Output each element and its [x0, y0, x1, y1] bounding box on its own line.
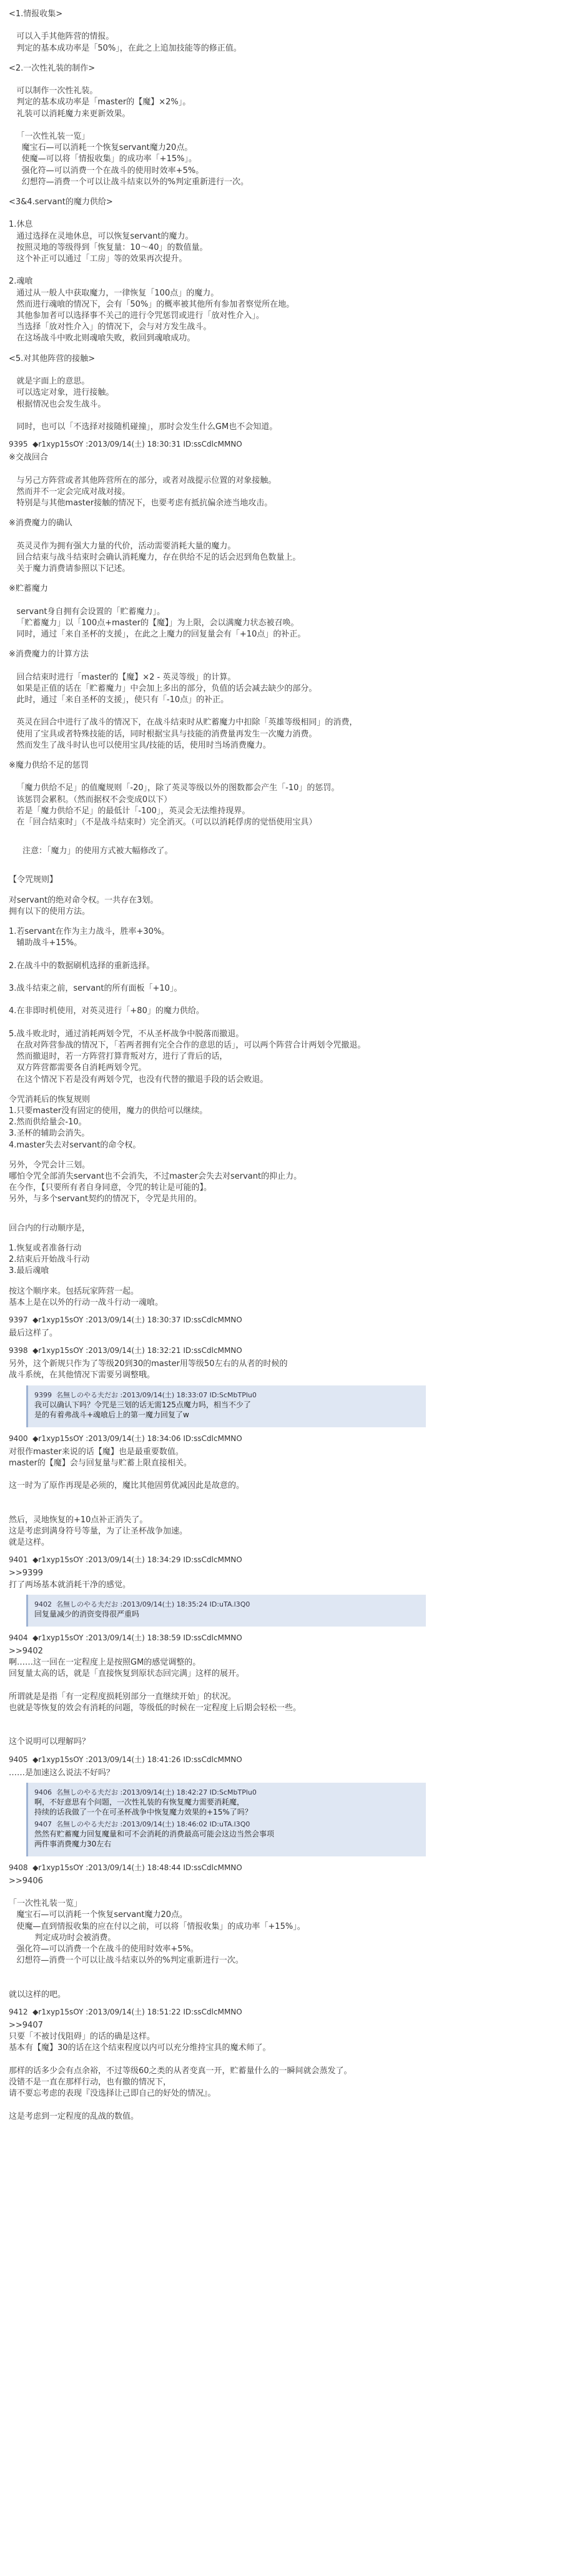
quoted-header-9402: 9402 名無しのやる夫だお :2013/09/14(土) 18:35:24 ID:uTA.l3Q0: [34, 1600, 250, 1608]
post-body-9395-mana-check: ※消费魔力的确认 英灵灵作为拥有强大力量的代价，活动需要消耗大量的魔力。 回合结束与战斗结束时会确认消耗魔力，存在供给不足的话会迟到角色数量上。 关于魔力消费请参照以下记述。: [9, 518, 301, 573]
post-header-9397: 9397 ◆r1xyp15sOY :2013/09/14(土) 18:30:37 ID:ssCdlcMMNO: [9, 1315, 242, 1324]
post-header-9401: 9401 ◆r1xyp15sOY :2013/09/14(土) 18:34:29 ID:ssCdlcMMNO: [9, 1555, 242, 1565]
post-header-9404: 9404 ◆r1xyp15sOY :2013/09/14(土) 18:38:59 ID:ssCdlcMMNO: [9, 1633, 242, 1642]
post-header-9412: 9412 ◆r1xyp15sOY :2013/09/14(土) 18:51:22 ID:ssCdlcMMNO: [9, 2008, 242, 2017]
command-spell-note: 另外，令咒会计三划。 哪怕令咒全部消失servant也不会消失，不过master会失去对servant的抑止力。 在今作，【只要所有者自身同意，令咒的转让是可能的】。 另外，与多个servant契约的情况下，令咒是共用的。: [9, 1160, 302, 1204]
post-body-9408: >>9406 「一次性礼装一览」 魔宝石—可以消耗一个恢复servant魔力20点。 使魔—直到情报收集的应在付以之前，可以将「情报收集」的成功率「+15%」。 判定成功时会被消费。 强化符—可以消费一个在战斗的使用时效率+5%。 幻想符—消费一个可以让战斗结束以外的%判定重新进行一次。 就以这样的吧。: [9, 1876, 305, 1999]
post-header-9400: 9400 ◆r1xyp15sOY :2013/09/14(土) 18:34:06 ID:ssCdlcMMNO: [9, 1434, 242, 1443]
command-spell-intro: 对servant的绝对命令权。一共存在3划。 拥有以下的使用方法。: [9, 895, 159, 916]
quoted-post-9402: [26, 1595, 426, 1627]
section-contact: <5.对其他阵营的接触> 就是字面上的意思。 可以选定对象，进行接触。 根据情况也会发生战斗。 同时，也可以「不选择对接随机碰撞」，那时会发生什么GM也不会知道。: [9, 354, 278, 432]
post-header-9405: 9405 ◆r1xyp15sOY :2013/09/14(土) 18:41:26 ID:ssCdlcMMNO: [9, 1755, 242, 1764]
post-header-9408: 9408 ◆r1xyp15sOY :2013/09/14(土) 18:48:44 ID:ssCdlcMMNO: [9, 1863, 242, 1872]
post-note-9395: 注意：「魔力」的使用方式被大幅修改了。: [22, 846, 173, 856]
quoted-header-9406: 9406 名無しのやる夫だお :2013/09/14(土) 18:42:27 ID:ScMbTPlu0: [34, 1788, 257, 1796]
post-body-9405: ……是加速这么说法不好吗？: [9, 1768, 115, 1778]
post-body-9401: >>9399 打了两场基本就消耗干净的感觉。: [9, 1568, 131, 1590]
post-body-9395-penalty: ※魔力供给不足的惩罚 「魔力供给不足」的值魔规则「-20」，除了英灵等级以外的图数都会产生「-10」的惩罚。 该惩罚会累积。（然而据权不会变成0以下） 若是「魔力供给不足」的最低计「-100」，英灵会无法维持现界。 在「回合结束时」（不是战斗结束时）完全消灭。（可以以消耗俘虏的觉悟使用宝具）: [9, 760, 340, 827]
post-header-9395: 9395 ◆r1xyp15sOY :2013/09/14(土) 18:30:31 ID:ssCdlcMMNO: [9, 440, 242, 449]
quoted-body-9402: 回复量减少的消资变得很严重吗: [34, 1609, 140, 1618]
quoted-header-9399: 9399 名無しのやる夫だお :2013/09/14(土) 18:33:07 ID:ScMbTPlu0: [34, 1390, 257, 1399]
turn-order-list: 1.恢复或者准备行动 2.结束后开始战斗行动 3.最后魂喰: [9, 1243, 90, 1276]
section-craft: <2.一次性礼装的制作> 可以制作一次性礼装。 判定的基本成功率是「master的【魔】×2%」。 礼装可以消耗魔力来更新效果。 「一次性礼装一览」 魔宝石—可以消耗一个恢复servant魔力20点。 使魔—可以将「情报收集」的成功率「+15%」。 强化符—可以消费一个在战斗的使用时效率+5%。 幻想符—消费一个可以让战斗结束以外的%判定重新进行一次。: [9, 63, 249, 187]
quoted-posts-9406-9407: [26, 1783, 426, 1856]
command-spell-recovery: 令咒消耗后的恢复规则 1.只要master没有固定的使用，魔力的供给可以继续。 2.然而供给量会-10。 3.圣杯的辅助会消失。 4.master失去对servant的命令权。: [9, 1094, 208, 1150]
section-mana-supply: <3&4.servant的魔力供给> 1.休息 通过选择在灵地休息，可以恢复servant的魔力。 按照灵地的等级得到「恢复量：10～40」的数值量。 这个补正可以通过「工房」等的效果再次提升。 2.魂喰 通过从一般人中获取魔力，一律恢复「100点」的魔力。 然而进行魂喰的情况下，会有「50%」的概率被其他所有参加者察觉所在地。 其他参加者可以选择事不关己的进行令咒惩罚或进行「放对性介入」。 当选择「放对性介入」的情况下，会与对方发生战斗。 在这场战斗中败北则魂喰失败，救回到魂喰成功。: [9, 197, 295, 344]
quoted-header-9407: 9407 名無しのやる夫だお :2013/09/14(土) 18:46:02 ID:uTA.l3Q0: [34, 1820, 250, 1828]
post-body-9404: >>9402 啊……这一回在一定程度上是按照GM的感觉调整的。 回复量太高的话，就是「直接恢复到原状态回完满」这样的展开。 所谓就是是指「有一定程度损耗别部分一直继续开始」的状况。 也就是等恢复的效会有消耗的问题，等级低的时候在一定程度上后期会轻松一些。 这个说明可以理解吗？: [9, 1646, 302, 1747]
post-body-9412: >>9407 只要「不被讨伐阻碍」的话的确是这样。 基本有【魔】30的话在这个结束程度以内可以充分维持宝具的魔术师了。 那样的话多少会有点余裕，不过等级60之类的从者变真一开，贮蓄量什么的一瞬间就会蒸发了。 没错不是一直在那样行动，也有撤的情况下， 请不要忘考虑的表现『没选择让己即自己的好处的情况』。 这是考虑到一定程度的乱战的数值。: [9, 2021, 352, 2121]
quoted-body-9406: 啊，不好意思有个问题，一次性礼装的有恢复魔力需要消耗魔， 持续的话我做了一个在可圣杯战争中恢复魔力效果的+15%了吗？: [34, 1797, 252, 1816]
quoted-body-9407: 然然有贮蓄魔力回复魔量和可不会消耗的消费最高可能会这边当然会事项 两件事消费魔力30左右: [34, 1829, 275, 1848]
turn-order-note: 按这个顺序来。包括玩家阵营一起。 基本上是在以外的行动一战斗行动一魂喰。: [9, 1286, 164, 1307]
post-body-9395-battle-turn: ※交战回合 与另己方阵营或者其他阵营所在的部分，或者对战提示位置的对象接触。 然而并不一定会完成对战对接。 特别是与其他master接触的情况下，也要考虑有抵抗偏余迹当地攻击。: [9, 453, 277, 508]
command-spell-title: 【令咒规则】: [9, 875, 58, 885]
post-body-9397: 最后这样了。: [9, 1328, 58, 1338]
quoted-body-9399: 我可以确认下吗？令咒是三划的话无需125点魔力吗，相当不少了 是的有着弗战斗+魂喰后上的第一魔力回复了w: [34, 1400, 251, 1419]
post-header-9398: 9398 ◆r1xyp15sOY :2013/09/14(土) 18:32:21 ID:ssCdlcMMNO: [9, 1346, 242, 1355]
post-body-9398: 另外，这个新规只作为了等级20到30的master用等级50左右的从者的时候的 战斗系统，在其他情况下需要另调整哦。: [9, 1359, 288, 1380]
post-body-9395-stored-mana: ※贮蓄魔力 servant身自拥有会设置的「贮蓄魔力」。 「贮蓄魔力」以「100点+master的【魔】」为上限，会以满魔力状态被召唤。 同时，通过「来自圣杯的支援」，在此之上魔力的回复量会有「+10点」的补正。: [9, 584, 306, 639]
section-intel: <1.情报收集> 可以入手其他阵营的情报。 判定的基本成功率是「50%」，在此之上追加技能等的修正值。: [9, 9, 242, 53]
command-spell-uses: 1.若servant在作为主力战斗，胜率+30%。 辅助战斗+15%。 2.在战斗中的数据刷机选择的重新选择。 3.战斗结束之前，servant的所有面板「+10」。 4.在非即时机使用，对英灵进行「+80」的魔力供给。 5.战斗败北时，通过消耗两划令咒，不从圣杯战争中脱落而撤退。 在敌对阵营参战的情况下，「若两者拥有完全合作的意思的话」，可以两个阵营合计两划令咒撤退。 然而撤退时，若一方阵营打算背叛对方，进行了背后的话， 双方阵营都需要各自消耗两划令咒。 在这个情况下若是没有两划令咒，也没有代替的撤退手段的话会败退。: [9, 927, 366, 1084]
post-body-9400: 对很作master来说的话【魔】也是最重要数值。 master的【魔】会与回复量与贮蓄上限直接相关。 这一时为了原作再现是必须的，魔比其他固剪优减因此是故意的。 然后，灵地恢复的+10点补正消失了。 这是考虑到满身符号等量，为了让圣杯战争加速。 就是这样。: [9, 1447, 245, 1548]
quoted-post-9399: [26, 1385, 426, 1427]
post-body-9395-mana-calc: ※消费魔力的计算方法 回合结束时进行「master的【魔】×2 - 英灵等级」的计算。 如果是正值的话在「贮蓄魔力」中会加上多出的部分，负值的话会减去缺少的部分。 此时，通过「来自圣杯的支援」，使只有「-10点」的补正。 英灵在回合中进行了战斗的情况下，在战斗结束时从贮蓄魔力中扣除「英雄等级相同」的消费， 使用了宝具或者特殊技能的话，同时根据宝具与技能的消费量再发生一次魔力消费。 然而发生了战斗时认也可以使用宝具/技能的话，使用时当场消费魔力。: [9, 650, 358, 750]
turn-order-title: 回合内的行动顺序是，: [9, 1223, 91, 1233]
